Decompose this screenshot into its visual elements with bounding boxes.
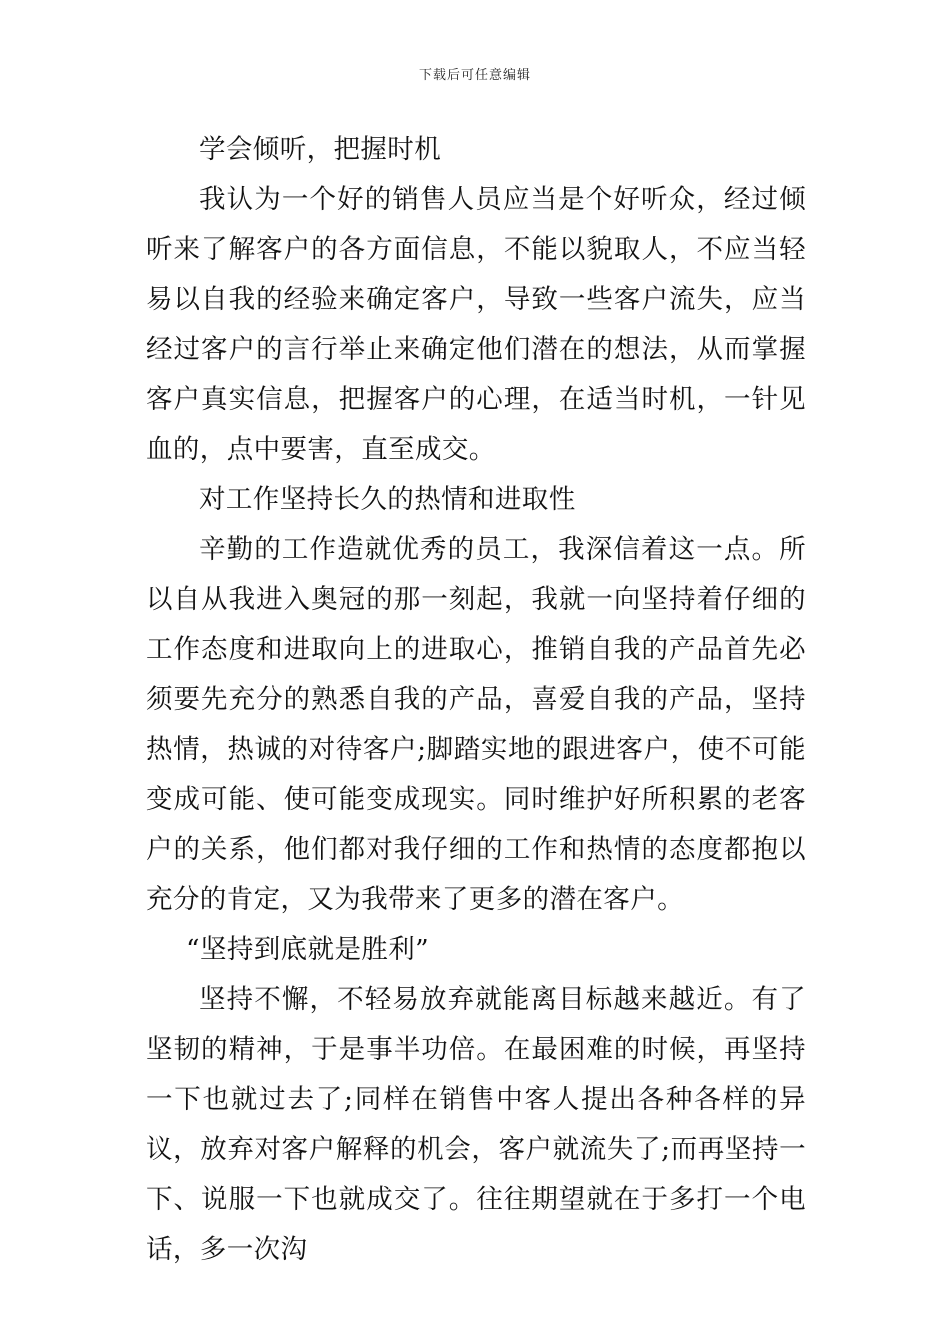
section-heading-enthusiasm: 对工作坚持长久的热情和进取性 (199, 484, 576, 515)
download-note: 下载后可任意编辑 (418, 68, 531, 83)
document-body (146, 125, 806, 1275)
paragraph-persistence: 坚持不懈，不轻易放弃就能离目标越来越近。有了坚韧的精神，于是事半功倍。在最困难的时候，再坚持一下也就过去了;同样在销售中客人提出各种各样的异议，放弃对客户解释的机会，客户就流失了;而再坚持一下、说服一下也就成交了。往往期望就在于多打一个电话，多一次沟 (146, 984, 806, 1265)
section-heading-listening: 学会倾听，把握时机 (199, 134, 442, 165)
section-heading-persistence: “坚持到底就是胜利” (186, 934, 430, 965)
paragraph-enthusiasm: 辛勤的工作造就优秀的员工，我深信着这一点。所以自从我进入奥冠的那一刻起，我就一向坚持着仔细的工作态度和进取向上的进取心，推销自我的产品首先必须要先充分的熟悉自我的产品，喜爱自我的产品，坚持热情，热诚的对待客户;脚踏实地的跟进客户，使不可能变成可能、使可能变成现实。同时维护好所积累的老客户的关系，他们都对我仔细的工作和热情的态度都抱以充分的肯定，又为我带来了更多的潜在客户。 (146, 534, 806, 915)
paragraph-listening: 我认为一个好的销售人员应当是个好听众，经过倾听来了解客户的各方面信息，不能以貌取人，不应当轻易以自我的经验来确定客户，导致一些客户流失，应当经过客户的言行举止来确定他们潜在的想法，从而掌握客户真实信息，把握客户的心理，在适当时机，一针见血的，点中要害，直至成交。 (146, 184, 806, 465)
